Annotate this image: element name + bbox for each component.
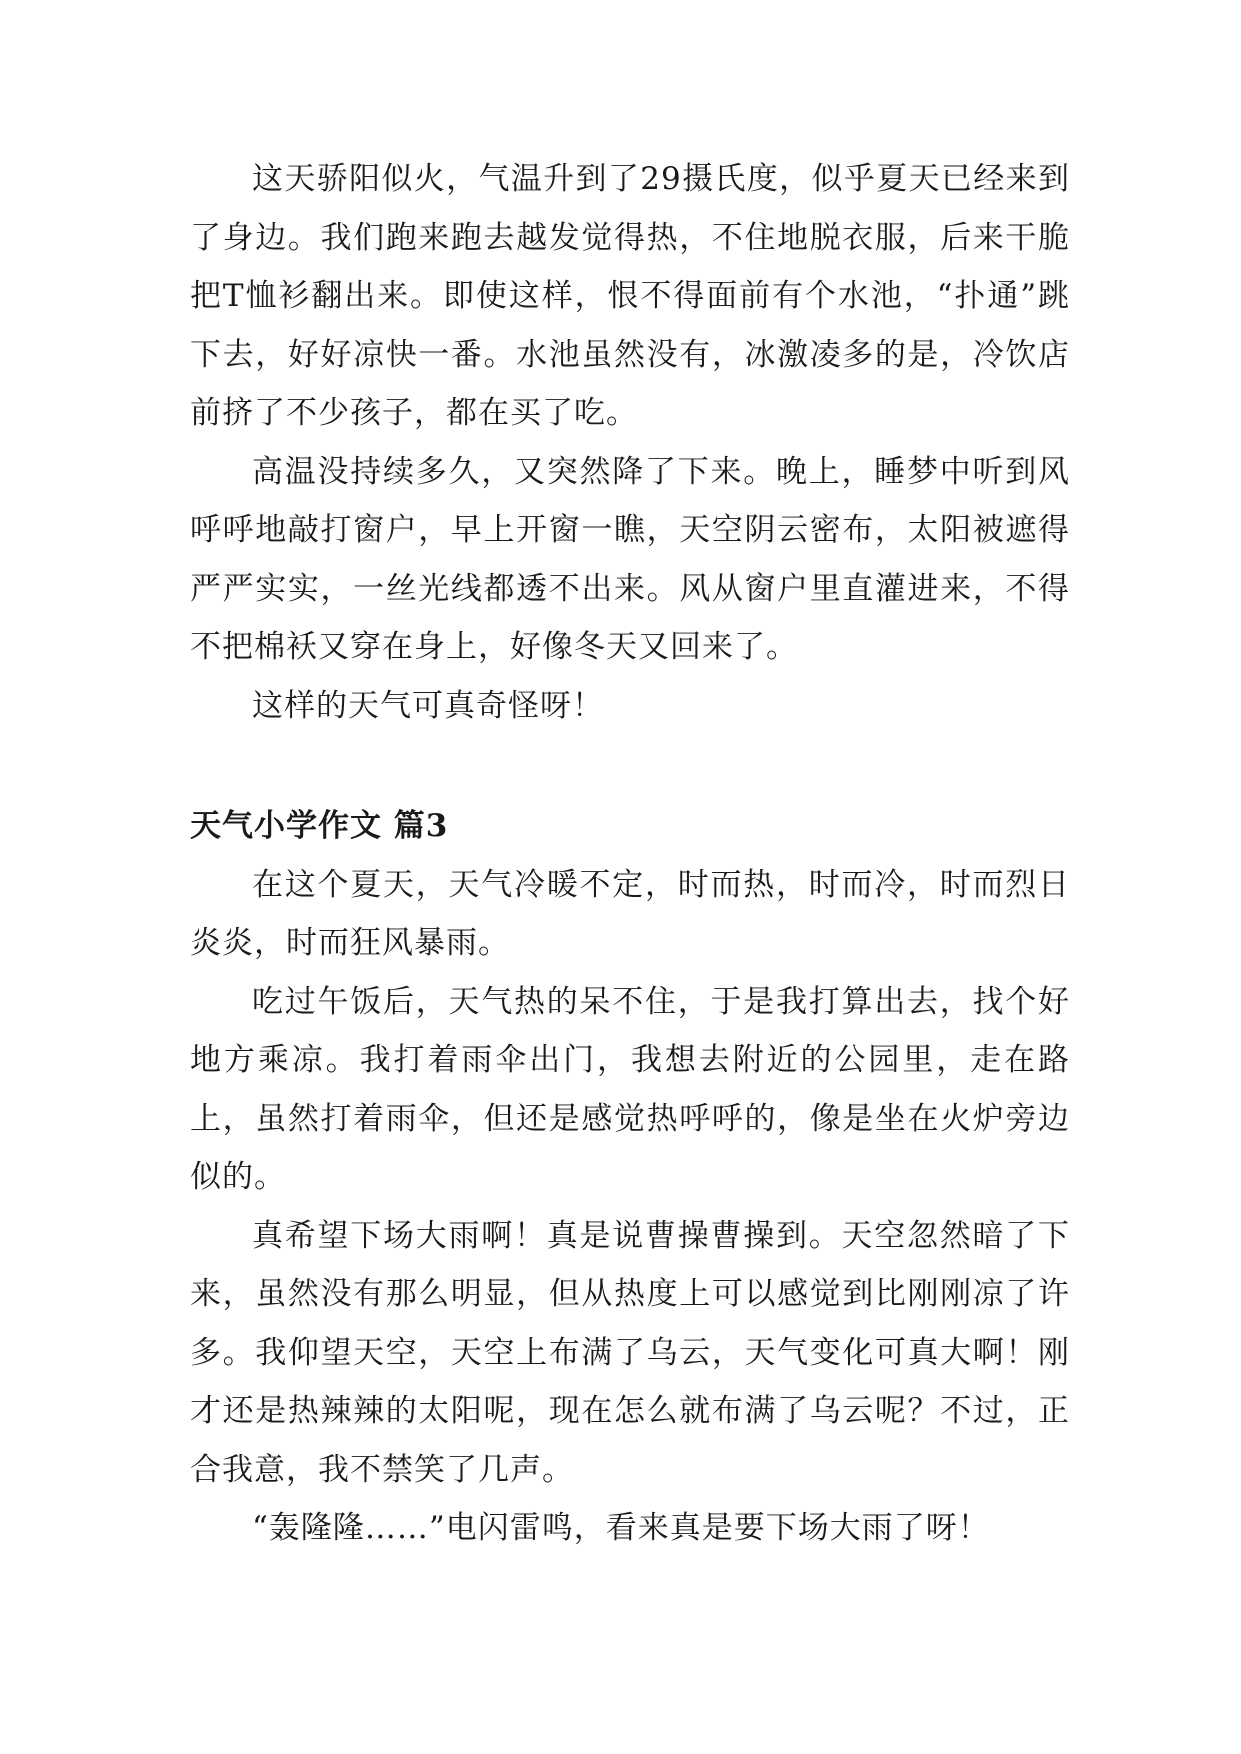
paragraph: 在这个夏天，天气冷暖不定，时而热，时而冷，时而烈日炎炎，时而狂风暴雨。: [190, 866, 1070, 961]
document-page: [190, 150, 1070, 1558]
paragraph: 这天骄阳似火，气温升到了29摄氏度，似乎夏天已经来到了身边。我们跑来跑去越发觉得热，不住地脱衣服，后来干脆把T恤衫翻出来。即使这样，恨不得面前有个水池，“扑通”跳下去，好好凉快一番。水池虽然没有，冰激凌多的是，冷饮店前挤了不少孩子，都在买了吃。: [190, 161, 1070, 431]
paragraph: 吃过午饭后，天气热的呆不住，于是我打算出去，找个好地方乘凉。我打着雨伞出门，我想去附近的公园里，走在路上，虽然打着雨伞，但还是感觉热呼呼的，像是坐在火炉旁边似的。: [190, 983, 1070, 1195]
section-title: 天气小学作文 篇3: [190, 808, 449, 844]
paragraph: 高温没持续多久，又突然降了下来。晚上，睡梦中听到风呼呼地敲打窗户，早上开窗一瞧，天空阴云密布，太阳被遮得严严实实，一丝光线都透不出来。风从窗户里直灌进来，不得不把棉袄又穿在身上，好像冬天又回来了。: [190, 453, 1070, 665]
paragraph: 真希望下场大雨啊！真是说曹操曹操到。天空忽然暗了下来，虽然没有那么明显，但从热度上可以感觉到比刚刚凉了许多。我仰望天空，天空上布满了乌云，天气变化可真大啊！刚才还是热辣辣的太阳呢，现在怎么就布满了乌云呢？不过，正合我意，我不禁笑了几声。: [190, 1217, 1070, 1488]
paragraph: “轰隆隆……”电闪雷鸣，看来真是要下场大雨了呀！: [252, 1510, 990, 1546]
paragraph: 这样的天气可真奇怪呀！: [252, 687, 604, 724]
